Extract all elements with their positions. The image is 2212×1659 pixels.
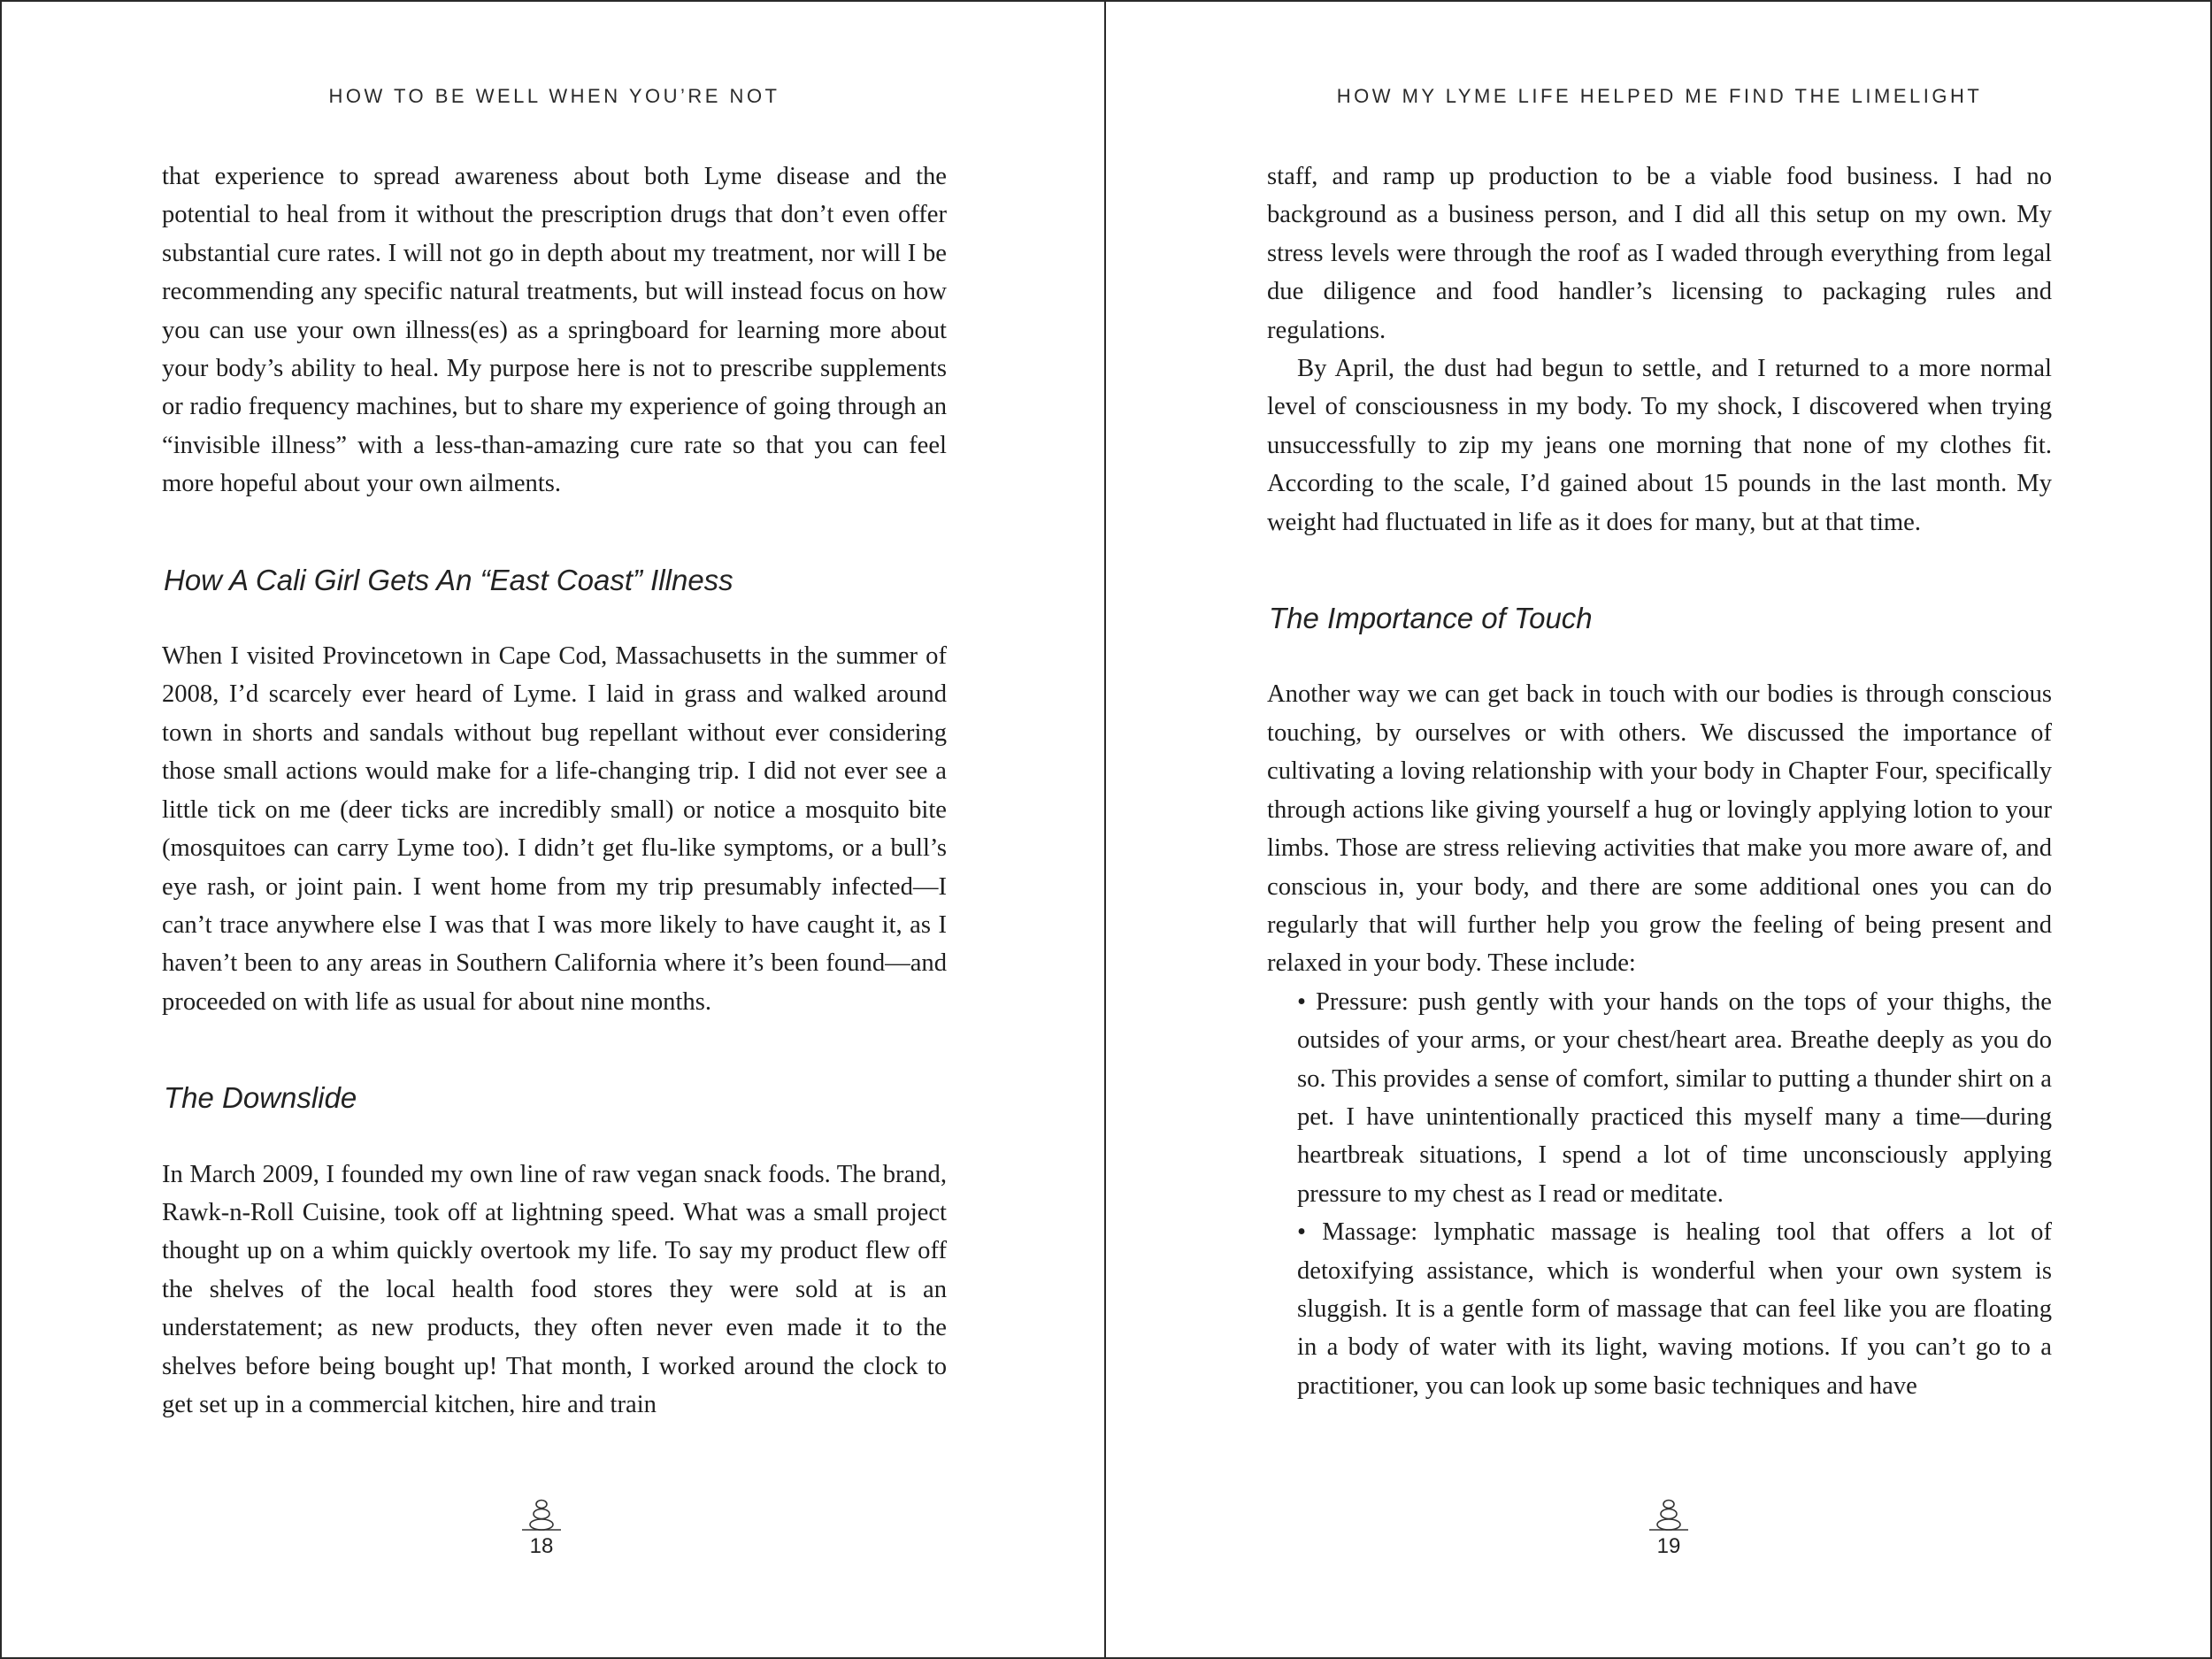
left-page [0, 0, 1104, 1659]
running-head: HOW TO BE WELL WHEN YOU’RE NOT [328, 85, 780, 107]
page-body [1267, 157, 2052, 1405]
stacked-stones-icon [520, 1497, 563, 1532]
intro-paragraph: that experience to spread awareness about both Lyme disease and the potential to heal from it without the prescription drugs that don’t even offer substantial cure rates. I will not go in depth about my treatment, nor will I be recommending any specific natural treatments, but will instead focus on how you can use your own illness(es) as a springboard for learning more about your body’s ability to heal. My purpose here is not to prescribe supplements or radio frequency machines, but to share my experience of going through an “invisible illness” with a less-than-amazing cure rate so that you can feel more hopeful about your own ailments. [162, 163, 947, 498]
body-paragraph: Another way we can get back in touch with our bodies is through conscious touching, by ourselves or with others. We discussed the importance of cultivating a loving relationship with your body in Chapter Four, specifically through actions like giving yourself a hug or lovingly applying lotion to your limbs. Those are stress relieving activities that make you more aware of, and conscious in, your body, and there are some additional ones you can do regularly that will further help you grow the feeling of being present and relaxed in your body. These include: [1267, 680, 2052, 978]
section-heading: How A Cali Girl Gets An “East Coast” Illness [164, 563, 733, 596]
section-heading: The Importance of Touch [1269, 602, 1593, 635]
folio [1642, 1497, 1695, 1559]
running-head: HOW MY LYME LIFE HELPED ME FIND THE LIMELIGHT [1336, 85, 1983, 107]
page-body [162, 157, 947, 1424]
stacked-stones-icon [1647, 1497, 1690, 1532]
bullet-item: • Pressure: push gently with your hands on the tops of your thighs, the outsides of your arms, or your chest/heart area. Breathe deeply as you do so. This provides a sense of comfort, similar to putting a thunder shirt on a pet. I have unintentionally practiced this myself many a time—during heartbreak situations, I spend a lot of time unconsciously applying pressure to my chest as I read or meditate. [1297, 987, 2052, 1208]
page-number: 18 [529, 1534, 554, 1558]
folio [515, 1497, 568, 1559]
body-paragraph: In March 2009, I founded my own line of raw vegan snack foods. The brand, Rawk-n-Roll Cuisine, took off at lightning speed. What was a small project thought up on a whim quickly overtook my life. To say my product flew off the shelves of the local health food stores they were sold at is an understatement; as new products, they often never even made it to the shelves before being bought up! That month, I worked around the clock to get set up in a commercial kitchen, hire and train [162, 1160, 947, 1418]
body-paragraph: By April, the dust had begun to settle, and I returned to a more normal level of consciousness in my body. To my shock, I discovered when trying unsuccessfully to zip my jeans one morning that none of my clothes fit. According to the scale, I’d gained about 15 pounds in the last month. My weight had fluctuated in life as it does for many, but at that time. [1267, 355, 2052, 536]
bullet-item: • Massage: lymphatic massage is healing tool that offers a lot of detoxifying assistance, which is wonderful when your own system is sluggish. It is a gentle form of massage that can feel like you are floating in a body of water with its light, waving motions. If you can’t go to a practitioner, you can look up some basic techniques and have [1297, 1218, 2052, 1400]
section-heading: The Downslide [164, 1081, 357, 1115]
body-paragraph: When I visited Provincetown in Cape Cod, Massachusetts in the summer of 2008, I’d scarcely ever heard of Lyme. I laid in grass and walked around town in shorts and sandals without bug repellant without ever considering those small actions would make for a life-changing trip. I did not ever see a little tick on me (deer ticks are incredibly small) or notice a mosquito bite (mosquitoes can carry Lyme too). I didn’t get flu-like symptoms, or a bull’s eye rash, or joint pain. I went home from my trip presumably infected—I can’t trace anywhere else I was that I was more likely to have caught it, as I haven’t been to any areas in Southern California where it’s been found—and proceeded on with life as usual for about nine months. [162, 642, 947, 1016]
continued-paragraph: staff, and ramp up production to be a viable food business. I had no background as a business person, and I did all this setup on my own. My stress levels were through the roof as I waded through everything from legal due diligence and food handler’s licensing to packaging rules and regulations. [1267, 163, 2052, 344]
right-page [1106, 0, 2210, 1659]
page-number: 19 [1656, 1534, 1681, 1558]
